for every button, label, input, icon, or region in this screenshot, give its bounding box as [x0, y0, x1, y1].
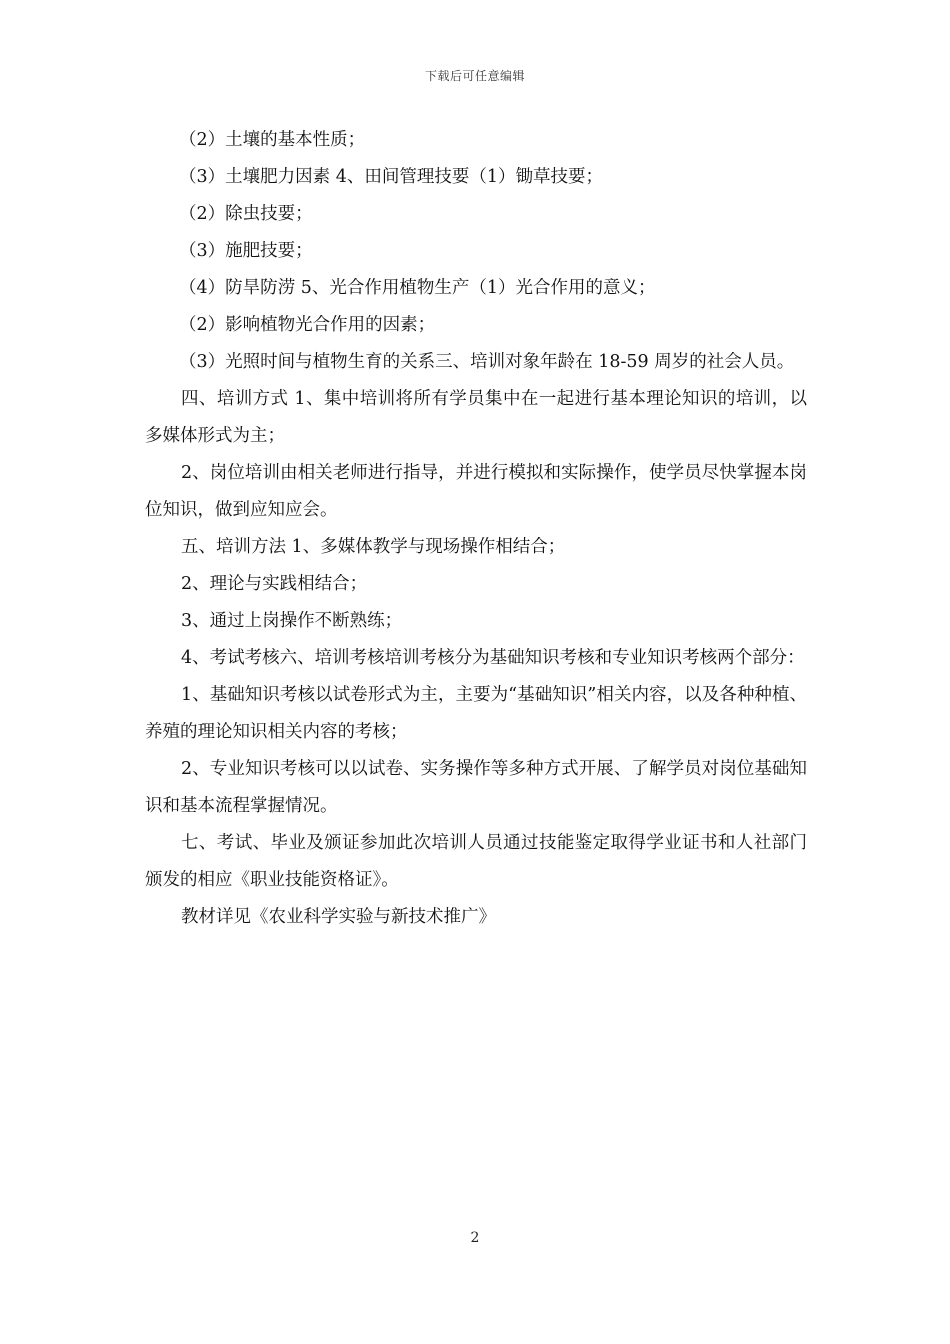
page-header-note: 下载后可任意编辑 — [424, 69, 525, 83]
paragraph: 教材详见《农业科学实验与新技术推广》 — [181, 907, 496, 927]
paragraph: （3）光照时间与植物生育的关系三、培训对象年龄在 18-59 周岁的社会人员。 — [179, 352, 795, 372]
page-number: 2 — [470, 1230, 480, 1246]
paragraph: 四、培训方式 1、集中培训将所有学员集中在一起进行基本理论知识的培训，以多媒体形式为主； — [145, 389, 807, 446]
paragraph: （3）施肥技要； — [179, 241, 313, 261]
paragraph: （2）土壤的基本性质； — [179, 130, 366, 150]
paragraph: 五、培训方法 1、多媒体教学与现场操作相结合； — [181, 537, 566, 557]
paragraph: 2、专业知识考核可以以试卷、实务操作等多种方式开展、了解学员对岗位基础知识和基本流程掌握情况。 — [145, 759, 807, 816]
paragraph: 3、通过上岗操作不断熟练； — [181, 611, 403, 631]
document-body — [145, 122, 807, 936]
paragraph: 2、岗位培训由相关老师进行指导，并进行模拟和实际操作，使学员尽快掌握本岗位知识，做到应知应会。 — [145, 463, 807, 520]
paragraph: 2、理论与实践相结合； — [181, 574, 368, 594]
paragraph: （2）除虫技要； — [179, 204, 313, 224]
paragraph: 1、基础知识考核以试卷形式为主，主要为“基础知识”相关内容，以及各种种植、养殖的理论知识相关内容的考核； — [145, 685, 807, 742]
paragraph: 4、考试考核六、培训考核培训考核分为基础知识考核和专业知识考核两个部分： — [181, 648, 805, 668]
paragraph: （4）防旱防涝 5、光合作用植物生产（1）光合作用的意义； — [179, 278, 656, 298]
paragraph: （3）土壤肥力因素 4、田间管理技要（1）锄草技要； — [179, 167, 603, 187]
paragraph: （2）影响植物光合作用的因素； — [179, 315, 436, 335]
paragraph: 七、考试、毕业及颁证参加此次培训人员通过技能鉴定取得学业证书和人社部门颁发的相应《职业技能资格证》。 — [145, 833, 807, 890]
